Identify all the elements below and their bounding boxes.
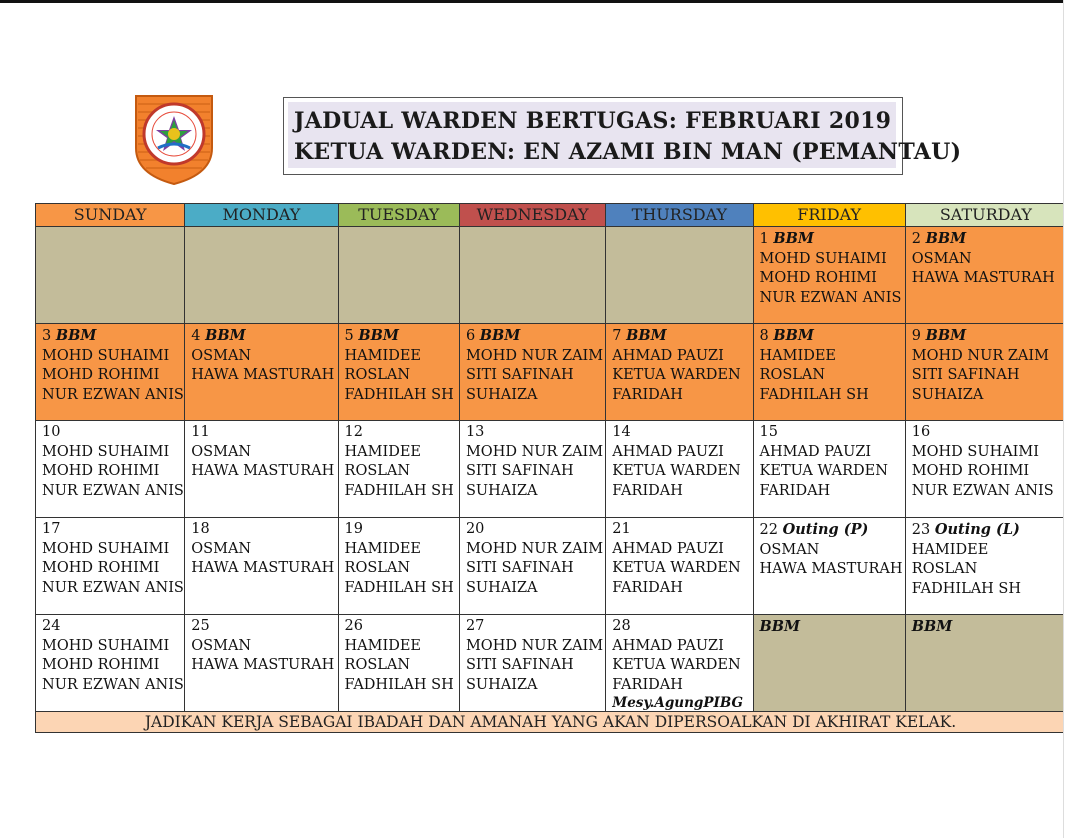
- warden-name: SUHAIZA: [911, 386, 984, 403]
- calendar-cell: [184, 323, 338, 421]
- calendar-cell: [35, 517, 185, 615]
- week-row-5: [35, 614, 1066, 712]
- title-box: [283, 97, 962, 175]
- week-row-1: [35, 226, 1066, 324]
- warden-name: HAWA MASTURAH: [759, 561, 903, 577]
- cell-tag: BBM: [925, 230, 967, 247]
- cell-tag: BBM: [759, 618, 801, 635]
- calendar-header-row: [35, 203, 1066, 227]
- calendar-cell: [35, 323, 185, 421]
- calendar-cell: [338, 517, 460, 615]
- top-border: [0, 0, 1080, 3]
- cell-day-heading: [42, 423, 178, 443]
- cell-day-number: 12: [344, 424, 363, 440]
- warden-name: MOHD ROHIMI: [911, 463, 1030, 479]
- warden-name: NUR EZWAN ANIS: [759, 289, 902, 306]
- cell-day-number: 15: [759, 424, 778, 440]
- cell-day-heading: [760, 229, 899, 250]
- cell-day-heading: [912, 423, 1060, 443]
- header-tuesday: TUESDAY: [338, 203, 460, 227]
- warden-name: FADHILAH SH: [344, 676, 454, 693]
- cell-tag: BBM: [773, 327, 814, 344]
- warden-name: FADHILAH SH: [759, 386, 869, 403]
- warden-name: FADHILAH SH: [911, 580, 1021, 597]
- warden-name: MOHD ROHIMI: [42, 560, 160, 576]
- cell-day-heading: [612, 326, 746, 347]
- warden-name: MOHD SUHAIMI: [42, 637, 170, 654]
- calendar-cell: [338, 614, 460, 712]
- warden-name: SUHAIZA: [465, 676, 538, 693]
- week-row-2: [35, 323, 1066, 421]
- calendar-cell: [905, 517, 1067, 615]
- cell-day-number: 27: [465, 618, 485, 634]
- header-monday: MONDAY: [184, 203, 338, 227]
- cell-day-number: 20: [465, 521, 485, 537]
- calendar-cell: [184, 420, 338, 518]
- warden-name: SITI SAFINAH: [465, 367, 574, 383]
- warden-name: HAWA MASTURAH: [191, 657, 335, 673]
- header-friday: FRIDAY: [753, 203, 906, 227]
- cell-day-number: 5: [344, 328, 354, 344]
- cell-day-heading: [191, 617, 331, 637]
- cell-tag: Outing (L): [934, 521, 1020, 538]
- warden-name: KETUA WARDEN: [612, 367, 741, 383]
- cell-tag: BBM: [358, 327, 399, 344]
- warden-name: NUR EZWAN ANIS: [42, 579, 184, 596]
- warden-name: FADHILAH SH: [344, 579, 454, 596]
- warden-name: OSMAN: [759, 541, 820, 558]
- calendar-cell: [459, 323, 606, 421]
- calendar-cell: [459, 420, 606, 518]
- warden-name: SITI SAFINAH: [911, 367, 1020, 383]
- warden-name: NUR EZWAN ANIS: [911, 482, 1054, 499]
- cell-day-heading: [912, 617, 1060, 638]
- calendar-cell: [35, 420, 185, 518]
- cell-day-heading: [466, 423, 599, 443]
- calendar-cell: [753, 226, 906, 324]
- warden-name: NUR EZWAN ANIS: [42, 482, 184, 499]
- cell-day-heading: [191, 423, 331, 443]
- cell-day-heading: [466, 326, 599, 347]
- cell-tag: BBM: [55, 327, 97, 344]
- warden-name: HAWA MASTURAH: [911, 270, 1055, 286]
- header-sunday: SUNDAY: [35, 203, 185, 227]
- cell-day-number: 22: [759, 522, 778, 538]
- cell-day-number: 7: [612, 328, 622, 344]
- week-row-3: [35, 420, 1066, 518]
- warden-name: MOHD ROHIMI: [42, 367, 160, 383]
- warden-name: KETUA WARDEN: [612, 560, 741, 576]
- cell-day-number: 25: [191, 618, 210, 634]
- cell-day-heading: [345, 617, 453, 637]
- calendar-cell: [184, 614, 338, 712]
- warden-name: SITI SAFINAH: [465, 560, 574, 576]
- warden-name: MOHD SUHAIMI: [911, 443, 1039, 460]
- cell-tag: BBM: [626, 327, 667, 344]
- week-row-4: [35, 517, 1066, 615]
- cell-day-number: 9: [911, 328, 922, 344]
- warden-name: HAMIDEE: [759, 347, 837, 364]
- warden-name: HAMIDEE: [344, 347, 422, 364]
- warden-name: FARIDAH: [612, 482, 683, 499]
- cell-day-number: 21: [612, 521, 631, 537]
- warden-name: AHMAD PAUZI: [612, 443, 724, 460]
- cell-day-number: 11: [191, 424, 210, 440]
- warden-name: MOHD SUHAIMI: [42, 540, 170, 557]
- cell-day-number: 17: [42, 521, 61, 537]
- cell-day-heading: [42, 520, 178, 540]
- cell-day-heading: [912, 520, 1060, 541]
- cell-day-number: 2: [911, 231, 922, 247]
- warden-name: HAMIDEE: [344, 540, 422, 557]
- warden-name: FARIDAH: [759, 482, 831, 499]
- cell-day-heading: [612, 423, 746, 443]
- cell-day-number: 24: [42, 618, 61, 634]
- warden-name: KETUA WARDEN: [612, 463, 741, 479]
- cell-day-heading: [760, 520, 899, 541]
- warden-name: OSMAN: [191, 637, 252, 654]
- warden-name: SUHAIZA: [465, 579, 538, 596]
- warden-name: AHMAD PAUZI: [612, 347, 724, 364]
- cell-day-number: 18: [191, 521, 210, 537]
- cell-day-heading: [760, 326, 899, 347]
- warden-name: HAMIDEE: [344, 637, 422, 654]
- calendar-cell: [605, 517, 753, 615]
- warden-name: FADHILAH SH: [344, 482, 454, 499]
- cell-day-number: 16: [911, 424, 931, 440]
- cell-tag: BBM: [925, 327, 967, 344]
- cell-day-number: 6: [465, 328, 476, 344]
- warden-name: MOHD ROHIMI: [42, 463, 160, 479]
- header-saturday: SATURDAY: [905, 203, 1067, 227]
- cell-day-heading: [345, 520, 453, 540]
- cell-day-number: 23: [911, 522, 931, 538]
- warden-name: HAWA MASTURAH: [191, 560, 335, 576]
- warden-name: OSMAN: [191, 540, 252, 557]
- calendar-cell: [753, 323, 906, 421]
- warden-name: FADHILAH SH: [344, 386, 454, 403]
- warden-name: FARIDAH: [612, 676, 683, 693]
- calendar-footer: JADIKAN KERJA SEBAGAI IBADAH DAN AMANAH YANG AKAN DIPERSOALKAN DI AKHIRAT KELAK.: [35, 711, 1066, 733]
- calendar-cell: [753, 614, 906, 712]
- calendar-cell: [905, 323, 1067, 421]
- calendar-cell: [35, 614, 185, 712]
- warden-name: MOHD NUR ZAIM: [465, 637, 604, 654]
- calendar-table: [35, 203, 1066, 733]
- warden-name: NUR EZWAN ANIS: [42, 386, 184, 403]
- warden-name: ROSLAN: [344, 463, 411, 479]
- warden-name: NUR EZWAN ANIS: [42, 676, 184, 693]
- calendar-cell: [753, 517, 906, 615]
- header-wednesday: WEDNESDAY: [459, 203, 606, 227]
- cell-note: Mesy.AgungPIBG: [612, 695, 744, 711]
- warden-name: MOHD SUHAIMI: [42, 443, 170, 460]
- warden-name: SUHAIZA: [465, 482, 538, 499]
- warden-name: HAMIDEE: [344, 443, 422, 460]
- calendar-cell: [184, 517, 338, 615]
- warden-name: FARIDAH: [612, 579, 683, 596]
- cell-day-heading: [612, 617, 746, 637]
- cell-tag: BBM: [911, 618, 953, 635]
- page-title: JADUAL WARDEN BERTUGAS: FEBRUARI 2019: [294, 108, 892, 134]
- calendar-cell: [905, 420, 1067, 518]
- right-edge: [1063, 0, 1080, 838]
- calendar-cell: [459, 226, 606, 324]
- school-crest-icon: [128, 90, 220, 186]
- warden-name: HAWA MASTURAH: [191, 367, 335, 383]
- warden-name: AHMAD PAUZI: [759, 443, 872, 460]
- warden-name: MOHD NUR ZAIM: [465, 347, 604, 364]
- cell-day-heading: [191, 520, 331, 540]
- header-thursday: THURSDAY: [605, 203, 753, 227]
- warden-name: MOHD NUR ZAIM: [911, 347, 1049, 364]
- warden-name: SUHAIZA: [465, 386, 538, 403]
- warden-name: MOHD NUR ZAIM: [465, 443, 604, 460]
- cell-tag: BBM: [773, 230, 814, 247]
- cell-day-heading: [912, 229, 1060, 250]
- cell-day-number: 1: [759, 231, 769, 247]
- cell-day-number: 28: [612, 618, 631, 634]
- warden-name: MOHD SUHAIMI: [42, 347, 170, 364]
- cell-tag: Outing (P): [782, 521, 869, 538]
- calendar-cell: [459, 614, 606, 712]
- warden-name: ROSLAN: [911, 561, 978, 577]
- warden-name: AHMAD PAUZI: [612, 637, 724, 654]
- calendar-cell: [753, 420, 906, 518]
- calendar-cell: [905, 226, 1067, 324]
- warden-name: HAMIDEE: [911, 541, 989, 558]
- warden-name: ROSLAN: [344, 367, 411, 383]
- cell-day-heading: [42, 326, 178, 347]
- warden-name: KETUA WARDEN: [612, 657, 741, 673]
- cell-day-number: 14: [612, 424, 631, 440]
- cell-day-heading: [466, 520, 599, 540]
- warden-name: MOHD ROHIMI: [42, 657, 160, 673]
- warden-name: ROSLAN: [759, 367, 826, 383]
- page-subtitle: KETUA WARDEN: EN AZAMI BIN MAN (PEMANTAU): [294, 139, 962, 165]
- cell-day-number: 3: [42, 328, 52, 344]
- cell-day-number: 19: [344, 521, 363, 537]
- warden-name: SITI SAFINAH: [465, 463, 574, 479]
- cell-day-number: 26: [344, 618, 363, 634]
- cell-day-heading: [760, 423, 899, 443]
- cell-day-heading: [912, 326, 1060, 347]
- cell-day-number: 8: [759, 328, 769, 344]
- warden-name: MOHD ROHIMI: [759, 270, 877, 286]
- calendar-cell: [905, 614, 1067, 712]
- calendar-cell: [459, 517, 606, 615]
- calendar-body: [35, 226, 1066, 712]
- cell-day-heading: [466, 617, 599, 637]
- cell-day-number: 10: [42, 424, 61, 440]
- warden-name: KETUA WARDEN: [759, 463, 888, 479]
- cell-day-heading: [345, 423, 453, 443]
- calendar-cell: [338, 323, 460, 421]
- calendar-cell: [184, 226, 338, 324]
- cell-tag: BBM: [205, 327, 246, 344]
- warden-name: MOHD SUHAIMI: [759, 250, 887, 267]
- cell-day-heading: [612, 520, 746, 540]
- calendar-cell: [605, 323, 753, 421]
- warden-name: HAWA MASTURAH: [191, 463, 335, 479]
- cell-day-number: 13: [465, 424, 485, 440]
- warden-name: SITI SAFINAH: [465, 657, 574, 673]
- warden-name: FARIDAH: [612, 386, 683, 403]
- warden-name: OSMAN: [191, 443, 252, 460]
- warden-name: MOHD NUR ZAIM: [465, 540, 604, 557]
- calendar-cell: [338, 226, 460, 324]
- cell-day-heading: [42, 617, 178, 637]
- calendar-cell: [605, 420, 753, 518]
- calendar-cell: [605, 226, 753, 324]
- cell-day-heading: [760, 617, 899, 638]
- cell-tag: BBM: [479, 327, 521, 344]
- calendar-cell: [338, 420, 460, 518]
- cell-day-heading: [191, 326, 331, 347]
- cell-day-number: 4: [191, 328, 201, 344]
- warden-name: ROSLAN: [344, 560, 411, 576]
- warden-name: AHMAD PAUZI: [612, 540, 724, 557]
- cell-day-heading: [345, 326, 453, 347]
- warden-name: OSMAN: [191, 347, 252, 364]
- warden-name: OSMAN: [911, 250, 972, 267]
- calendar-cell: [35, 226, 185, 324]
- warden-name: ROSLAN: [344, 657, 411, 673]
- calendar-cell: [605, 614, 753, 712]
